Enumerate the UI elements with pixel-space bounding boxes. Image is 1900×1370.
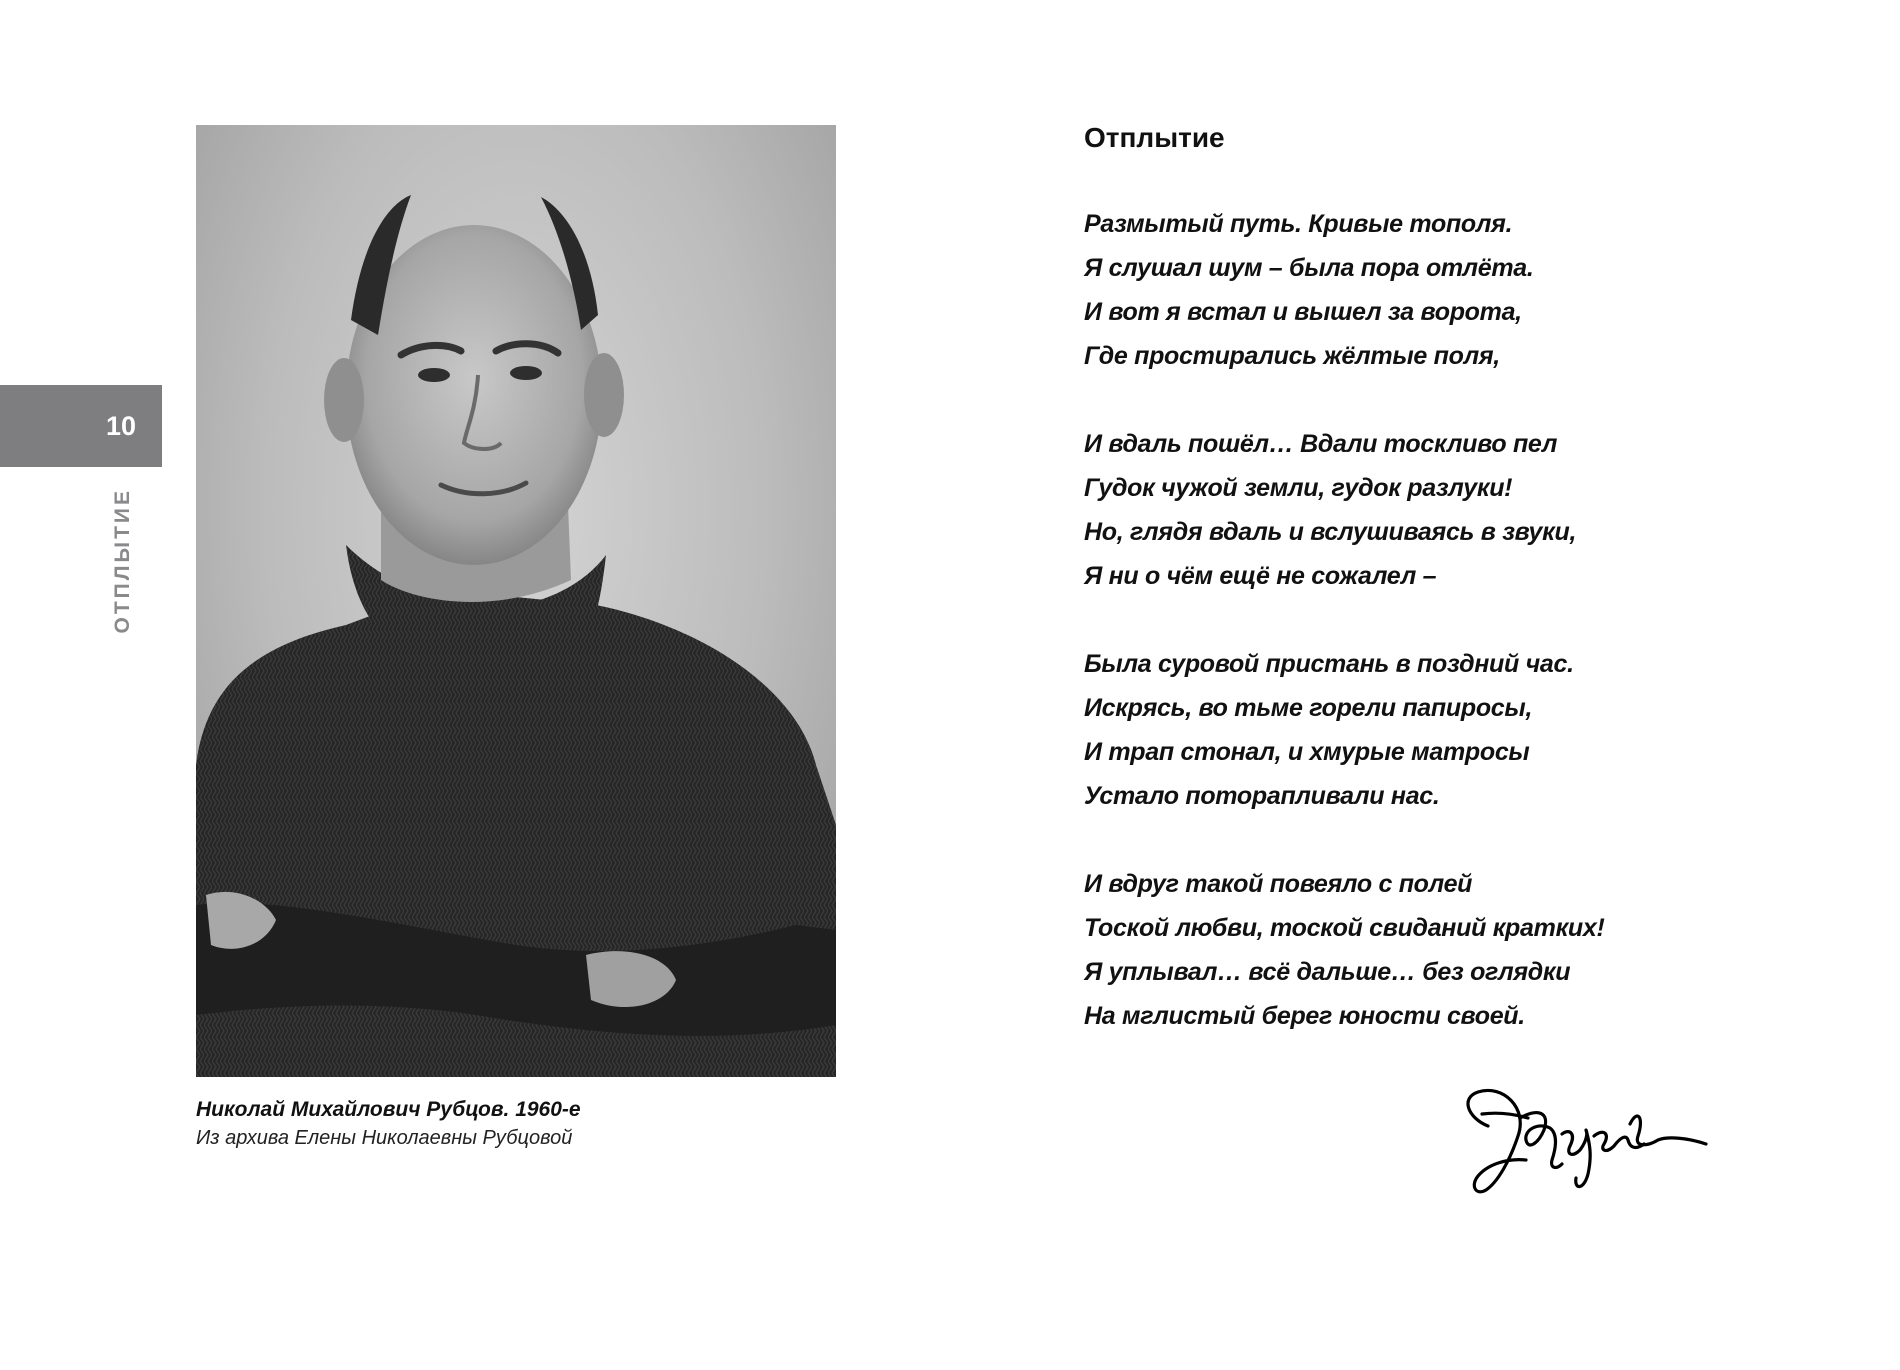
poem	[1084, 118, 1804, 1082]
poem-line: Гудок чужой земли, гудок разлуки!	[1084, 474, 1513, 502]
poem-title: Отплытие	[1084, 122, 1225, 153]
poem-line: Размытый путь. Кривые тополя.	[1084, 210, 1513, 238]
poem-line: И вдаль пошёл… Вдали тоскливо пел	[1084, 430, 1558, 458]
poem-line: И вот я встал и вышел за ворота,	[1084, 298, 1522, 326]
stanza	[1084, 422, 1804, 598]
poem-line: И вдруг такой повеяло с полей	[1084, 870, 1473, 898]
poem-line: Я ни о чём ещё не сожалел –	[1084, 562, 1437, 590]
signature-icon	[1458, 1078, 1714, 1198]
poem-line: Где простирались жёлтые поля,	[1084, 342, 1500, 370]
caption-source: Из архива Елены Николаевны Рубцовой	[196, 1127, 573, 1149]
poem-line: Я уплывал… всё дальше… без оглядки	[1084, 958, 1571, 986]
photo-caption	[196, 1096, 896, 1152]
poem-line: Я слушал шум – была пора отлёта.	[1084, 254, 1534, 282]
poem-line: И трап стонал, и хмурые матросы	[1084, 738, 1530, 766]
poem-line: Тоской любви, тоской свиданий кратких!	[1084, 914, 1605, 942]
page-number-tab	[0, 385, 162, 467]
poem-line: Искрясь, во тьме горели папиросы,	[1084, 694, 1533, 722]
portrait-illustration	[196, 125, 836, 1077]
page-number: 10	[105, 411, 136, 441]
portrait-photo	[196, 125, 836, 1077]
running-title: ОТПЛЫТИЕ	[111, 488, 134, 634]
caption-title: Николай Михайлович Рубцов. 1960-е	[196, 1098, 581, 1121]
stanza	[1084, 642, 1804, 818]
poem-line: Была суровой пристань в поздний час.	[1084, 650, 1574, 678]
stanza	[1084, 202, 1804, 378]
poem-line: На мглистый берег юности своей.	[1084, 1002, 1525, 1030]
poem-line: Но, глядя вдаль и вслушиваясь в звуки,	[1084, 518, 1577, 546]
handwritten-signature	[1458, 1078, 1714, 1198]
stanza	[1084, 862, 1804, 1038]
poem-line: Устало поторапливали нас.	[1084, 782, 1440, 810]
